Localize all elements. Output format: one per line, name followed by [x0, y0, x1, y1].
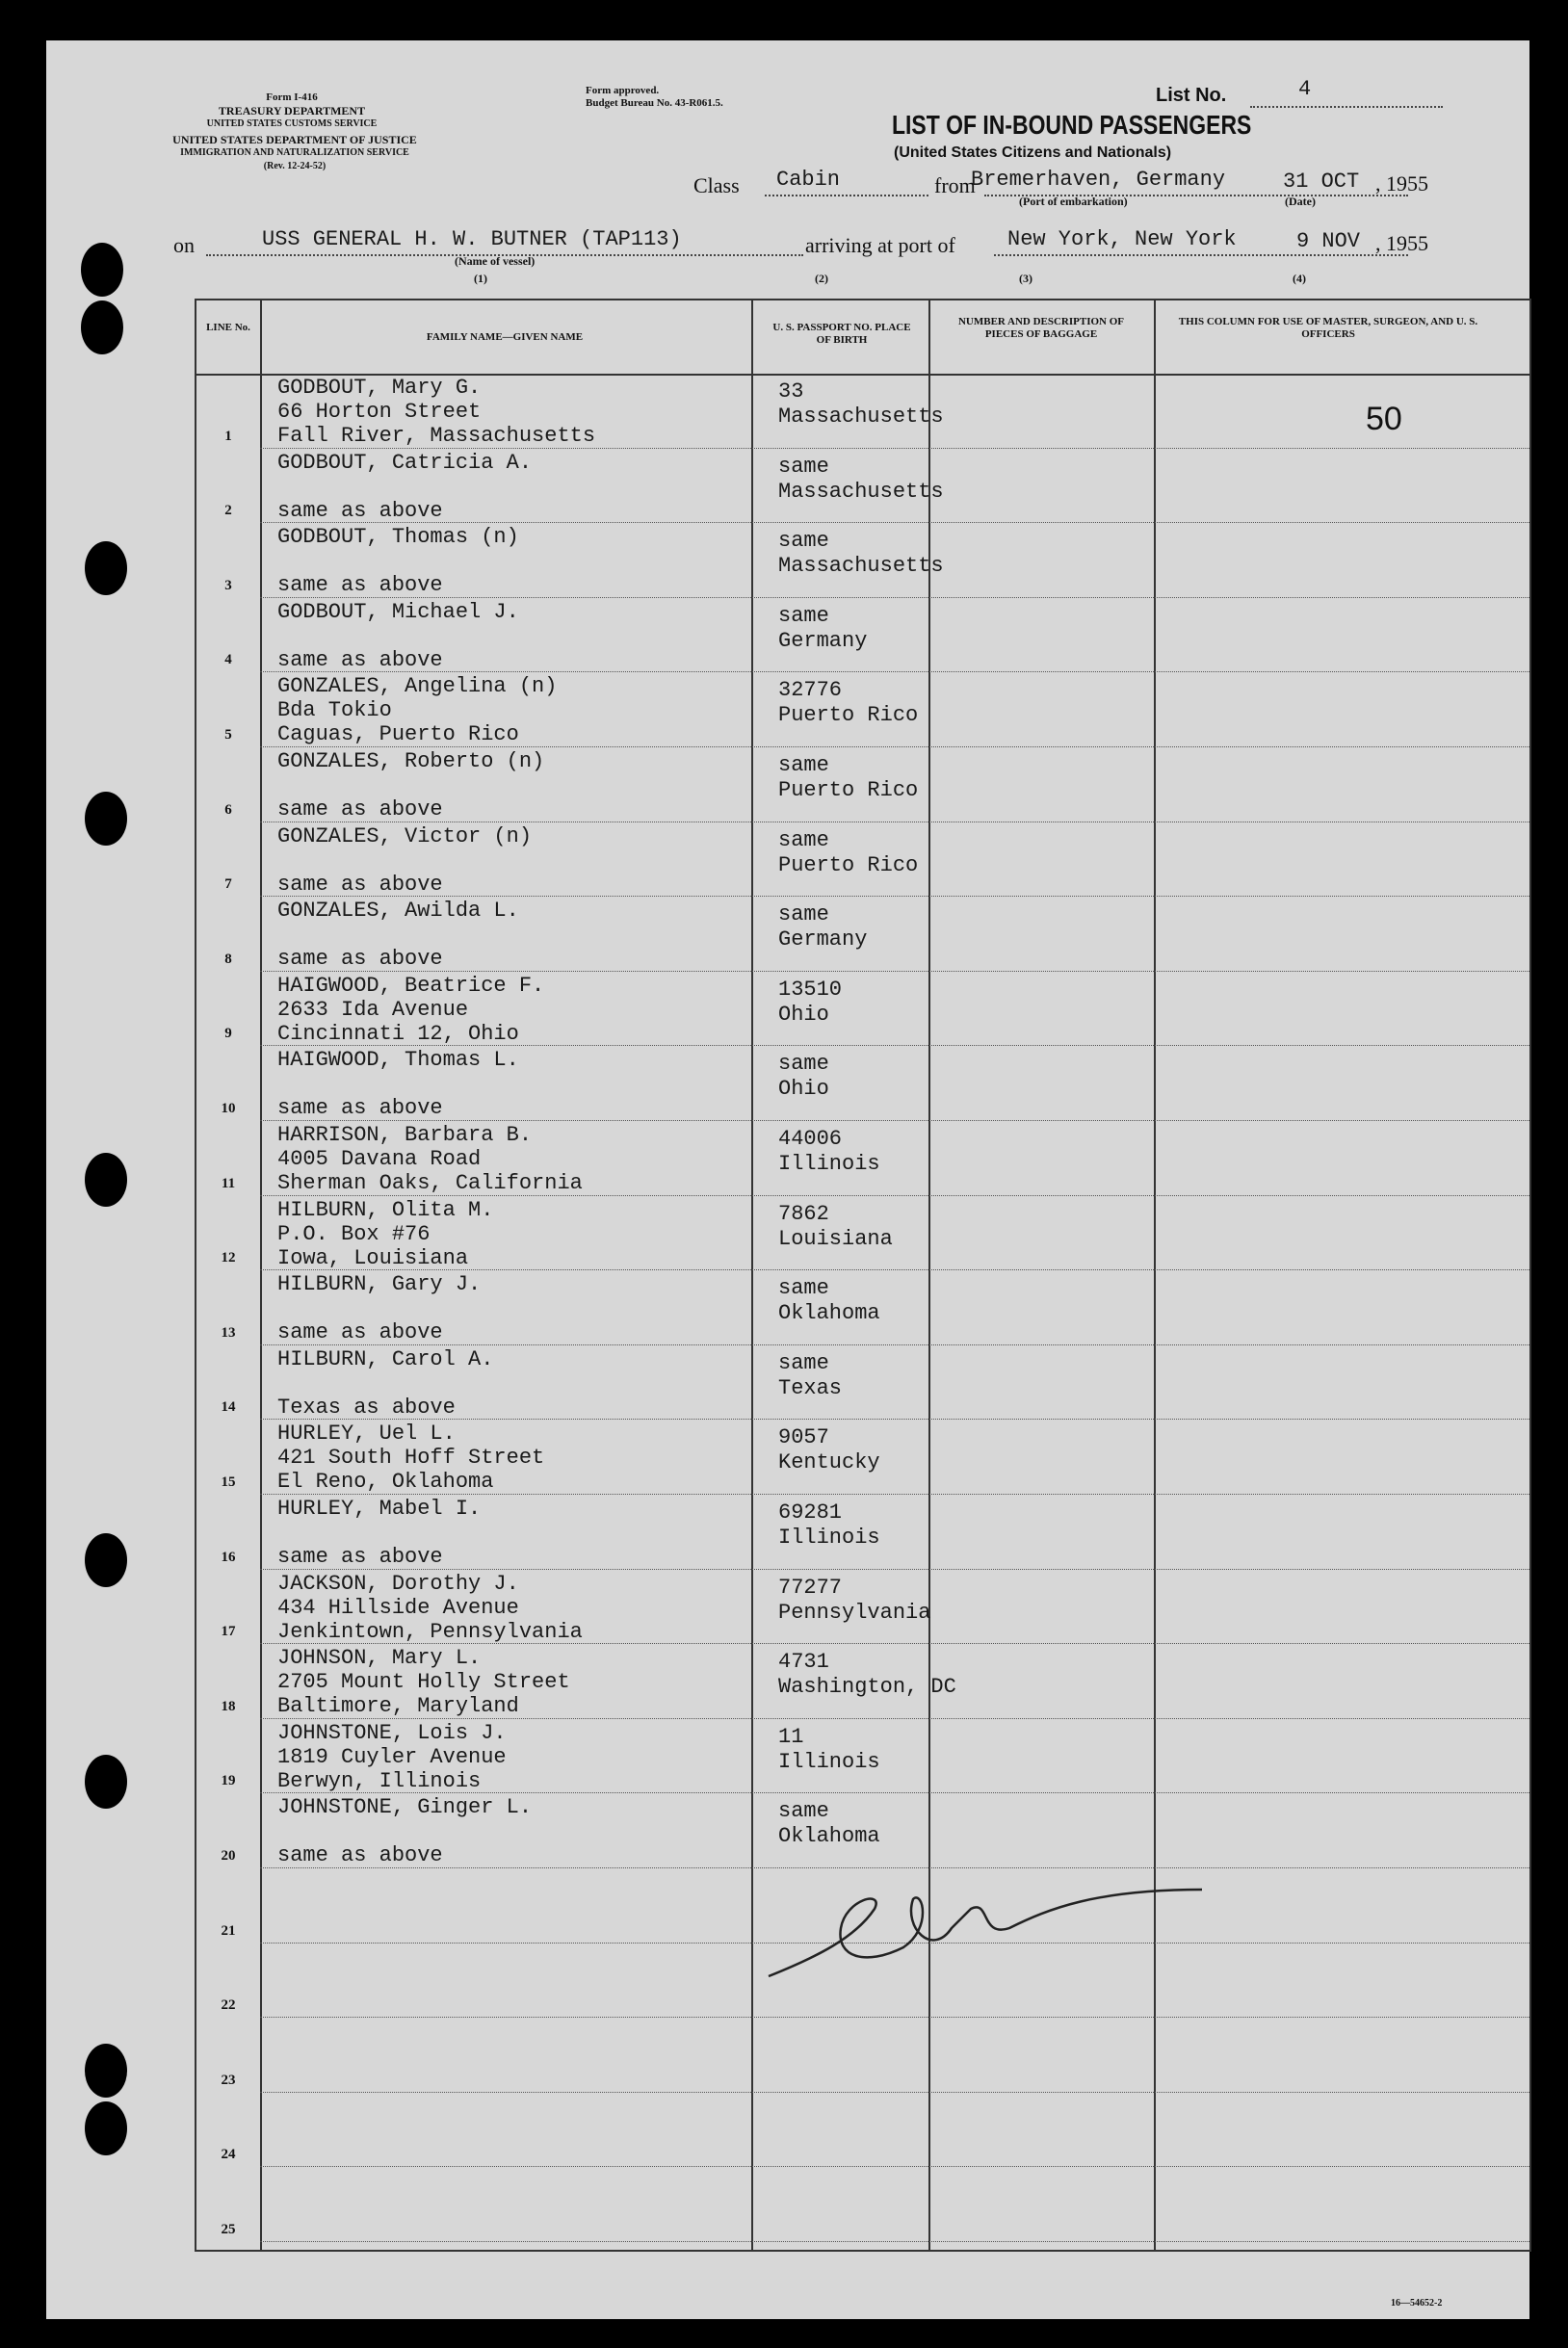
city-line: same as above [277, 797, 443, 822]
row-number: 8 [224, 951, 232, 967]
place-of-birth: Germany [778, 628, 868, 653]
row-number: 4 [224, 652, 232, 668]
table-row [196, 672, 1529, 747]
city-line: Texas as above [277, 1395, 456, 1420]
caption-1: (1) [474, 272, 487, 285]
place-of-birth: Pennsylvania [778, 1600, 931, 1625]
place-of-birth: Massachusetts [778, 479, 944, 504]
passenger-name: GONZALES, Angelina (n) [277, 674, 558, 699]
address-line: 2705 Mount Holly Street [277, 1670, 570, 1695]
passport-number: 32776 [778, 678, 843, 703]
passport-number: same [778, 454, 829, 479]
punch-hole [85, 541, 127, 595]
table-row [196, 1495, 1529, 1570]
row-divider [260, 2241, 1529, 2242]
col-name-header: FAMILY NAME—GIVEN NAME [426, 331, 584, 343]
table-row [196, 1121, 1529, 1196]
city-line: same as above [277, 647, 443, 672]
punch-hole [81, 243, 123, 297]
customs-service: UNITED STATES CUSTOMS SERVICE [206, 118, 378, 129]
row-number: 15 [221, 1474, 236, 1490]
budget-bureau: Budget Bureau No. 43-R061.5. [586, 97, 723, 109]
arrival-underline [994, 254, 1408, 256]
passenger-name: GONZALES, Roberto (n) [277, 749, 545, 773]
place-of-birth: Illinois [778, 1526, 880, 1550]
class-underline [765, 195, 928, 196]
passport-number: 4731 [778, 1650, 829, 1675]
passenger-name: HURLEY, Uel L. [277, 1422, 456, 1447]
row-number: 23 [221, 2072, 236, 2088]
passenger-name: JOHNSON, Mary L. [277, 1646, 482, 1671]
table-row [196, 1196, 1529, 1271]
row-number: 9 [224, 1026, 232, 1042]
table-row [196, 598, 1529, 673]
table-row [196, 897, 1529, 972]
form-number: Form I-416 [266, 91, 318, 103]
address-line: 421 South Hoff Street [277, 1446, 545, 1471]
punch-hole [85, 792, 127, 846]
place-of-birth: Puerto Rico [778, 852, 919, 877]
page-title: LIST OF IN-BOUND PASSENGERS [892, 110, 1252, 140]
col-officers-header: THIS COLUMN FOR USE OF MASTER, SURGEON, AND U. S. OFFICERS [1178, 316, 1478, 340]
passenger-name: GONZALES, Victor (n) [277, 823, 533, 848]
row-number: 19 [221, 1773, 236, 1789]
address-line: 4005 Davana Road [277, 1147, 482, 1171]
passenger-name: GODBOUT, Catricia A. [277, 450, 533, 475]
row-number: 6 [224, 801, 232, 818]
table-row [196, 1793, 1529, 1868]
place-of-birth: Kentucky [778, 1450, 880, 1475]
from-label: from [934, 173, 976, 197]
passenger-name: GODBOUT, Thomas (n) [277, 525, 519, 550]
caption-2: (2) [815, 272, 828, 285]
table-row [196, 449, 1529, 524]
passenger-name: GONZALES, Awilda L. [277, 899, 519, 924]
table-row [196, 2167, 1529, 2242]
place-of-birth: Oklahoma [778, 1824, 880, 1849]
officer-count: 50 [1366, 401, 1402, 437]
passport-number: same [778, 902, 829, 927]
row-number: 24 [221, 2147, 236, 2163]
port-embark-caption: (Port of embarkation) [1019, 195, 1128, 208]
city-line: Baltimore, Maryland [277, 1694, 519, 1719]
table-row [196, 747, 1529, 822]
passenger-name: JACKSON, Dorothy J. [277, 1571, 519, 1596]
city-line: same as above [277, 1545, 443, 1569]
passenger-name: HILBURN, Gary J. [277, 1272, 482, 1297]
row-number: 13 [221, 1324, 236, 1341]
passport-number: same [778, 753, 829, 777]
table-row [196, 1719, 1529, 1794]
place-of-birth: Illinois [778, 1152, 880, 1176]
list-no-value: 4 [1298, 77, 1312, 101]
passport-number: same [778, 1276, 829, 1301]
justice-dept: UNITED STATES DEPARTMENT OF JUSTICE [172, 133, 417, 146]
passport-number: same [778, 1799, 829, 1824]
city-line: same as above [277, 1096, 443, 1121]
city-line: Iowa, Louisiana [277, 1245, 469, 1270]
col-line-header: LINE No. [206, 322, 250, 333]
punch-hole [85, 2101, 127, 2155]
form-approved: Form approved. [586, 85, 660, 96]
ins-service: IMMIGRATION AND NATURALIZATION SERVICE [180, 147, 409, 158]
footer-code: 16—54652-2 [1391, 2298, 1443, 2309]
address-line: 434 Hillside Avenue [277, 1595, 519, 1620]
list-no-label: List No. [1156, 85, 1227, 106]
table-row [196, 1570, 1529, 1645]
row-number: 18 [221, 1698, 236, 1714]
on-label: on [173, 233, 195, 257]
row-number: 12 [221, 1250, 236, 1266]
table-row [196, 1270, 1529, 1345]
city-line: Sherman Oaks, California [277, 1171, 583, 1195]
passport-number: same [778, 529, 829, 554]
passenger-name: HARRISON, Barbara B. [277, 1123, 533, 1147]
passenger-name: GODBOUT, Mary G. [277, 376, 482, 400]
place-of-birth: Massachusetts [778, 404, 944, 429]
table-row [196, 1644, 1529, 1719]
row-number: 25 [221, 2221, 236, 2237]
table-row [196, 1420, 1529, 1495]
document-sheet [46, 40, 1529, 2319]
address-line: 2633 Ida Avenue [277, 997, 469, 1022]
city-line: same as above [277, 1320, 443, 1345]
row-number: 10 [221, 1100, 236, 1116]
passport-number: same [778, 1350, 829, 1375]
city-line: Fall River, Massachusetts [277, 424, 596, 448]
class-label: Class [693, 173, 740, 197]
page-subtitle: (United States Citizens and Nationals) [894, 144, 1172, 161]
row-number: 14 [221, 1399, 236, 1416]
table-row [196, 972, 1529, 1047]
passenger-name: JOHNSTONE, Ginger L. [277, 1795, 533, 1820]
row-number: 16 [221, 1549, 236, 1565]
table-row [196, 1046, 1529, 1121]
place-of-birth: Louisiana [778, 1226, 893, 1251]
row-number: 22 [221, 1997, 236, 2014]
passenger-name: HURLEY, Mabel I. [277, 1497, 482, 1521]
table-row [196, 2018, 1529, 2093]
passport-number: 77277 [778, 1575, 843, 1600]
address-line: 1819 Cuyler Avenue [277, 1744, 507, 1769]
row-number: 2 [224, 503, 232, 519]
table-row [196, 523, 1529, 598]
city-line: Caguas, Puerto Rico [277, 722, 519, 747]
place-of-birth: Illinois [778, 1749, 880, 1774]
row-number: 7 [224, 876, 232, 893]
place-of-birth: Ohio [778, 1077, 829, 1102]
city-line: same as above [277, 947, 443, 972]
passport-number: same [778, 827, 829, 852]
passenger-name: HAIGWOOD, Beatrice F. [277, 973, 545, 998]
city-line: Berwyn, Illinois [277, 1768, 482, 1793]
date-embark-value: 31 OCT [1283, 170, 1360, 194]
port-embark-value: Bremerhaven, Germany [971, 168, 1226, 192]
arrival-date-value: 9 NOV [1296, 229, 1361, 253]
punch-hole [85, 1755, 127, 1809]
city-line: same as above [277, 1843, 443, 1868]
row-number: 17 [221, 1624, 236, 1640]
row-number: 3 [224, 577, 232, 593]
punch-hole [85, 2044, 127, 2098]
table-row [196, 822, 1529, 898]
city-line: same as above [277, 498, 443, 523]
address-line: 66 Horton Street [277, 400, 482, 424]
row-number: 20 [221, 1847, 236, 1864]
passport-number: 13510 [778, 977, 843, 1002]
passport-number: 44006 [778, 1127, 843, 1151]
row-number: 11 [221, 1175, 236, 1191]
city-line: same as above [277, 573, 443, 598]
place-of-birth: Texas [778, 1375, 843, 1400]
address-line: P.O. Box #76 [277, 1221, 431, 1246]
place-of-birth: Washington, DC [778, 1675, 956, 1700]
place-of-birth: Puerto Rico [778, 703, 919, 728]
treasury-dept: TREASURY DEPARTMENT [218, 104, 366, 117]
col-baggage-header: NUMBER AND DESCRIPTION OF PIECES OF BAGGAGE [957, 316, 1125, 340]
table-row [196, 374, 1529, 449]
col-passport-header: U. S. PASSPORT NO. PLACE OF BIRTH [772, 322, 911, 346]
passport-number: 33 [778, 379, 804, 404]
row-number: 21 [221, 1922, 236, 1939]
list-no-underline [1250, 106, 1443, 108]
passport-number: same [778, 603, 829, 628]
place-of-birth: Oklahoma [778, 1301, 880, 1326]
place-of-birth: Ohio [778, 1002, 829, 1027]
passenger-name: HAIGWOOD, Thomas L. [277, 1048, 519, 1073]
arrival-year: , 1955 [1375, 231, 1428, 255]
agency-block [162, 91, 422, 131]
vessel-caption: (Name of vessel) [455, 254, 536, 268]
signature-mark [759, 1870, 1241, 1996]
revision: (Rev. 12-24-52) [263, 161, 327, 171]
place-of-birth: Massachusetts [778, 554, 944, 579]
city-line: Jenkintown, Pennsylvania [277, 1619, 583, 1644]
date-caption: (Date) [1285, 195, 1316, 208]
arrival-port-value: New York, New York [1007, 227, 1237, 251]
caption-4: (4) [1293, 272, 1306, 285]
vessel-value: USS GENERAL H. W. BUTNER (TAP113) [262, 227, 682, 251]
year-embark: , 1955 [1375, 171, 1428, 196]
passport-number: same [778, 1052, 829, 1077]
class-value: Cabin [776, 168, 841, 192]
arriving-label: arriving at port of [805, 233, 955, 257]
row-number: 5 [224, 726, 232, 743]
row-number: 1 [224, 428, 232, 444]
punch-hole [85, 1153, 127, 1207]
place-of-birth: Germany [778, 927, 868, 952]
punch-hole [81, 300, 123, 354]
passenger-name: GODBOUT, Michael J. [277, 599, 519, 624]
caption-3: (3) [1019, 272, 1032, 285]
passenger-name: HILBURN, Olita M. [277, 1197, 494, 1222]
passenger-name: HILBURN, Carol A. [277, 1346, 494, 1371]
passport-number: 7862 [778, 1201, 829, 1226]
passenger-name: JOHNSTONE, Lois J. [277, 1720, 507, 1745]
justice-block [102, 133, 487, 173]
address-line: Bda Tokio [277, 698, 392, 723]
table-row [196, 1345, 1529, 1421]
approval-block [586, 85, 723, 110]
city-line: El Reno, Oklahoma [277, 1470, 494, 1495]
punch-hole [85, 1533, 127, 1587]
passport-number: 9057 [778, 1425, 829, 1450]
passport-number: 69281 [778, 1500, 843, 1525]
city-line: Cincinnati 12, Ohio [277, 1021, 519, 1046]
table-row [196, 2093, 1529, 2168]
place-of-birth: Puerto Rico [778, 778, 919, 802]
city-line: same as above [277, 872, 443, 897]
passport-number: 11 [778, 1724, 804, 1749]
